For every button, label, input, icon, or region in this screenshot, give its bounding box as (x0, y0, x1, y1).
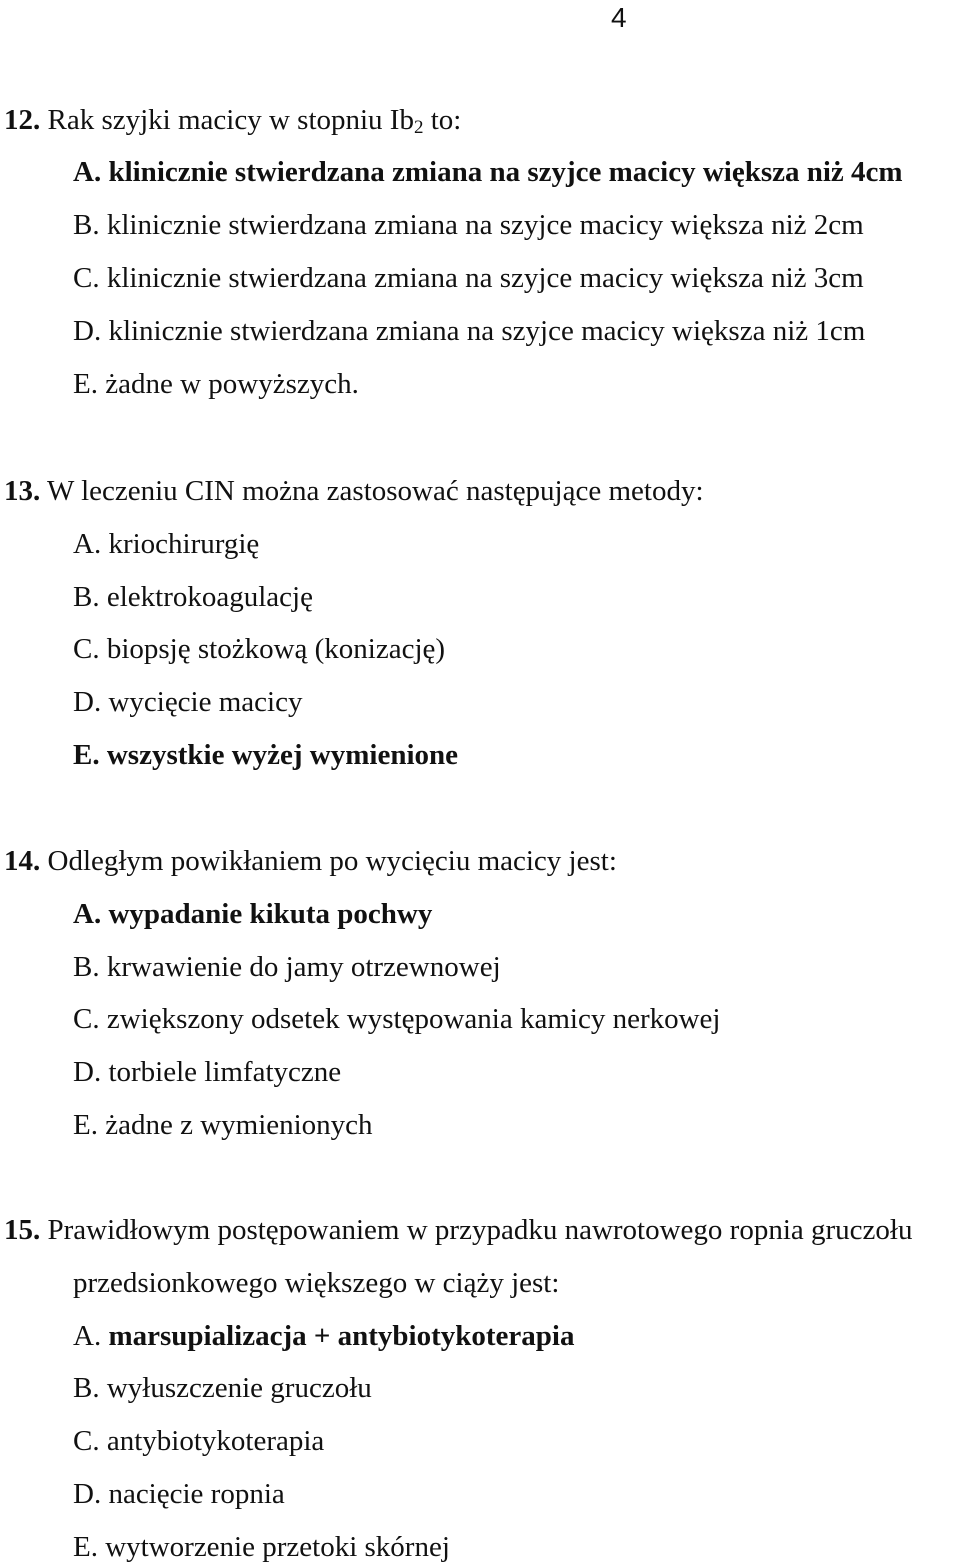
question-15 (4, 1212, 912, 1248)
question-number: 13. (4, 475, 41, 507)
question-text-end: to: (423, 104, 462, 136)
option-15e: E. wytworzenie przetoki skórnej (73, 1531, 450, 1563)
subscript: 2 (413, 117, 424, 138)
question-text: Odległym powikłaniem po wycięciu macicy jest: (40, 845, 617, 877)
option-13d: D. wycięcie macicy (73, 686, 303, 718)
option-13a: A. kriochirurgię (73, 528, 260, 560)
option-12e: E. żadne w powyższych. (73, 368, 359, 400)
option-15b: B. wyłuszczenie gruczołu (73, 1372, 372, 1404)
option-15a (73, 1318, 574, 1354)
question-text: Rak szyjki macicy w stopniu Ib (40, 104, 414, 136)
question-15-line2: przedsionkowego większego w ciąży jest: (73, 1267, 560, 1299)
option-14e: E. żadne z wymienionych (73, 1109, 373, 1141)
option-13b: B. elektrokoagulację (73, 581, 313, 613)
option-14a: A. wypadanie kikuta pochwy (73, 898, 433, 930)
option-12d: D. klinicznie stwierdzana zmiana na szyjce macicy większa niż 1cm (73, 315, 866, 347)
option-14b: B. krwawienie do jamy otrzewnowej (73, 951, 501, 983)
option-13c: C. biopsję stożkową (konizację) (73, 633, 446, 665)
option-text: marsupializacja + antybiotykoterapia (108, 1320, 575, 1352)
option-13e: E. wszystkie wyżej wymienione (73, 739, 459, 771)
question-12 (4, 102, 461, 138)
option-12b: B. klinicznie stwierdzana zmiana na szyjce macicy większa niż 2cm (73, 209, 864, 241)
question-number: 12. (4, 104, 41, 136)
question-text: Prawidłowym postępowaniem w przypadku nawrotowego ropnia gruczołu (40, 1214, 913, 1246)
question-number: 15. (4, 1214, 41, 1246)
question-13 (4, 473, 704, 509)
question-text: W leczeniu CIN można zastosować następujące metody: (40, 475, 704, 507)
question-14 (4, 843, 617, 879)
question-number: 14. (4, 845, 41, 877)
option-15c: C. antybiotykoterapia (73, 1425, 325, 1457)
page-number: 4 (611, 2, 627, 33)
option-label: A. (73, 1320, 109, 1352)
option-12a: A. klinicznie stwierdzana zmiana na szyjce macicy większa niż 4cm (73, 156, 903, 188)
option-14c: C. zwiększony odsetek występowania kamicy nerkowej (73, 1003, 721, 1035)
option-12c: C. klinicznie stwierdzana zmiana na szyjce macicy większa niż 3cm (73, 262, 864, 294)
option-14d: D. torbiele limfatyczne (73, 1056, 342, 1088)
option-15d: D. nacięcie ropnia (73, 1478, 285, 1510)
